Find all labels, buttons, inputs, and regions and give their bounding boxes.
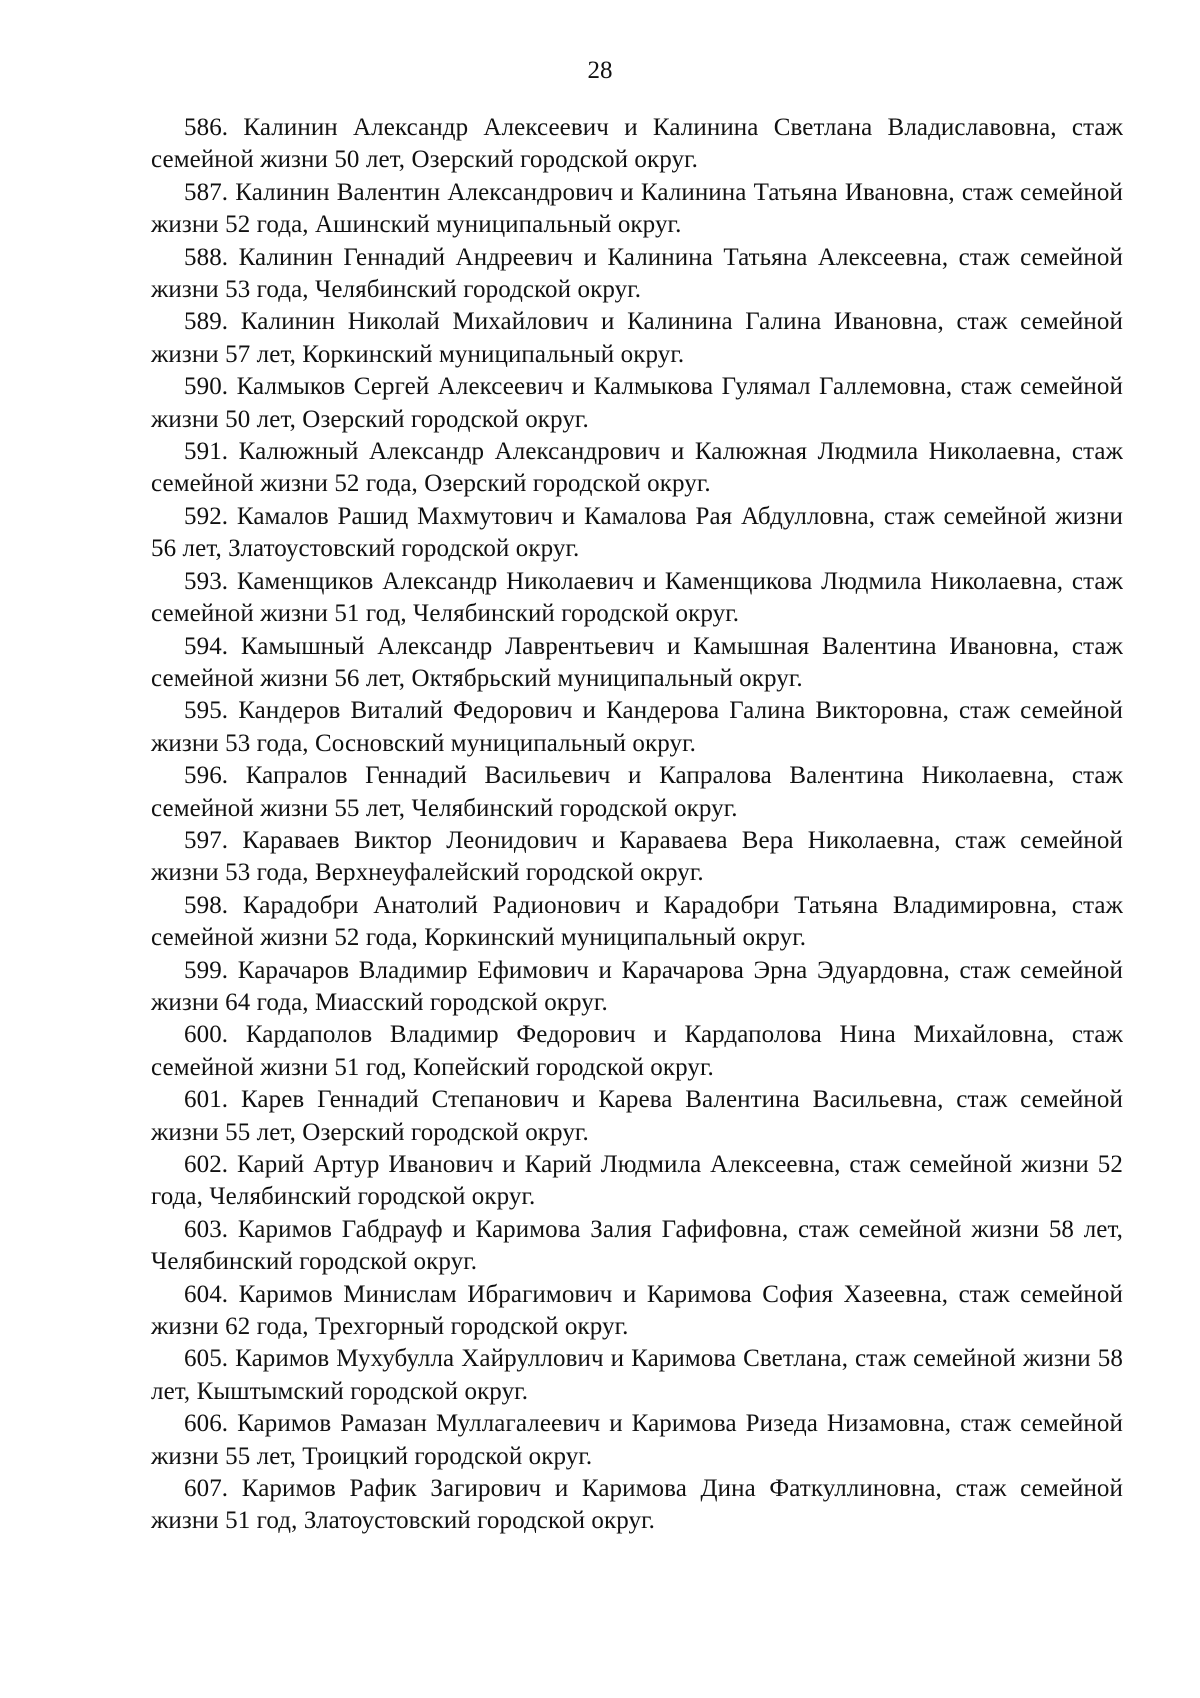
entry-number: 596.: [184, 762, 229, 790]
entry-text: Калмыков Сергей Алексеевич и Калмыкова Гулямал Галлемовна, стаж семейной жизни 50 лет, Озерский городской округ.: [151, 373, 1123, 433]
list-item: [151, 566, 1123, 631]
list-item: [151, 890, 1123, 955]
entry-text: Калинин Валентин Александрович и Калинина Татьяна Ивановна, стаж семейной жизни 52 года, Ашинский муниципальный округ.: [151, 178, 1123, 239]
entry-text: Кардаполов Владимир Федорович и Кардаполова Нина Михайловна, стаж семейной жизни 51 год, Копейский городской округ.: [151, 1021, 1123, 1081]
list-item: [151, 825, 1123, 890]
list-item: [151, 955, 1123, 1020]
list-item: [151, 1343, 1123, 1408]
entry-text: Калинин Александр Алексеевич и Калинина Светлана Владиславовна, стаж семейной жизни 50 лет, Озерский городской округ.: [151, 114, 1123, 174]
list-item: [151, 501, 1123, 566]
entry-number: 599.: [184, 956, 229, 984]
entry-number: 592.: [184, 502, 229, 530]
list-item: [151, 1084, 1123, 1149]
entry-text: Каримов Мухубулла Хайруллович и Каримова Светлана, стаж семейной жизни 58 лет, Кыштымский городской округ.: [151, 1345, 1123, 1405]
list-item: [151, 112, 1123, 177]
entry-number: 606.: [184, 1410, 229, 1438]
list-item: [151, 1149, 1123, 1214]
list-item: [151, 1408, 1123, 1473]
entry-number: 594.: [184, 632, 229, 660]
page-number: 28: [587, 57, 613, 84]
list-item: [151, 436, 1123, 501]
list-item: [151, 760, 1123, 825]
entry-text: Каримов Рафик Загирович и Каримова Дина Фаткуллиновна, стаж семейной жизни 51 год, Златоустовский городской округ.: [151, 1475, 1124, 1535]
entry-text: Каримов Минислам Ибрагимович и Каримова София Хазеевна, стаж семейной жизни 62 года, Трехгорный городской округ.: [151, 1280, 1123, 1341]
entry-number: 600.: [184, 1021, 229, 1049]
entry-number: 604.: [184, 1280, 229, 1308]
list-item: [151, 306, 1123, 371]
entry-number: 591.: [184, 438, 229, 466]
entry-text: Камалов Рашид Махмутович и Камалова Рая Абдулловна, стаж семейной жизни 56 лет, Златоустовский городской округ.: [151, 502, 1123, 563]
entry-number: 605.: [184, 1345, 229, 1373]
list-item: [151, 1473, 1123, 1538]
list-item: [151, 242, 1123, 307]
list-item: [151, 631, 1123, 696]
entry-number: 602.: [184, 1151, 229, 1178]
entry-text: Карев Геннадий Степанович и Карева Валентина Васильевна, стаж семейной жизни 55 лет, Озерский городской округ.: [151, 1086, 1123, 1146]
entry-text: Карадобри Анатолий Радионович и Карадобри Татьяна Владимировна, стаж семейной жизни 52 года, Коркинский муниципальный округ.: [151, 891, 1123, 952]
entry-number: 598.: [184, 891, 229, 919]
entry-number: 603.: [184, 1215, 229, 1243]
entry-text: Карачаров Владимир Ефимович и Карачарова Эрна Эдуардовна, стаж семейной жизни 64 года, Миасский городской округ.: [151, 956, 1123, 1016]
entry-text: Караваев Виктор Леонидович и Караваева Вера Николаевна, стаж семейной жизни 53 года, Верхнеуфалейский городской округ.: [151, 826, 1123, 887]
entry-number: 593.: [184, 567, 229, 595]
entry-text: Калинин Николай Михайлович и Калинина Галина Ивановна, стаж семейной жизни 57 лет, Коркинский муниципальный округ.: [151, 308, 1123, 368]
entry-text: Каменщиков Александр Николаевич и Каменщикова Людмила Николаевна, стаж семейной жизни 51 год, Челябинский городской округ.: [151, 567, 1123, 628]
list-item: [151, 1019, 1123, 1084]
entry-number: 595.: [184, 697, 229, 725]
entry-number: 607.: [184, 1475, 229, 1503]
entry-number: 590.: [184, 373, 229, 401]
entry-number: 588.: [184, 243, 229, 271]
entry-number: 589.: [184, 308, 229, 336]
list-item: [151, 695, 1123, 760]
entry-number: 587.: [184, 178, 229, 206]
list-item: [151, 1279, 1123, 1344]
entry-text: Капралов Геннадий Васильевич и Капралова Валентина Николаевна, стаж семейной жизни 55 лет, Челябинский городской округ.: [151, 762, 1123, 822]
list-item: [151, 177, 1123, 242]
entry-text: Карий Артур Иванович и Карий Людмила Алексеевна, стаж семейной жизни 52 года, Челябинский городской округ.: [151, 1151, 1123, 1211]
entry-text: Калинин Геннадий Андреевич и Калинина Татьяна Алексеевна, стаж семейной жизни 53 года, Челябинский городской округ.: [151, 243, 1123, 304]
entry-number: 601.: [184, 1086, 229, 1114]
entry-number: 586.: [184, 114, 229, 141]
entry-text: Калюжный Александр Александрович и Калюжная Людмила Николаевна, стаж семейной жизни 52 года, Озерский городской округ.: [151, 438, 1123, 498]
entry-text: Камышный Александр Лаврентьевич и Камышная Валентина Ивановна, стаж семейной жизни 56 лет, Октябрьский муниципальный округ.: [151, 632, 1123, 692]
entry-number: 597.: [184, 826, 229, 854]
list-item: [151, 371, 1123, 436]
list-item: [151, 1214, 1123, 1279]
entry-text: Кандеров Виталий Федорович и Кандерова Галина Викторовна, стаж семейной жизни 53 года, Сосновский муниципальный округ.: [151, 697, 1124, 757]
entry-text: Каримов Габдрауф и Каримова Залия Гафифовна, стаж семейной жизни 58 лет, Челябинский городской округ.: [151, 1215, 1123, 1276]
entry-list: [151, 112, 1123, 1538]
entry-text: Каримов Рамазан Муллагалеевич и Каримова Ризеда Низамовна, стаж семейной жизни 55 лет, Троицкий городской округ.: [151, 1410, 1123, 1470]
